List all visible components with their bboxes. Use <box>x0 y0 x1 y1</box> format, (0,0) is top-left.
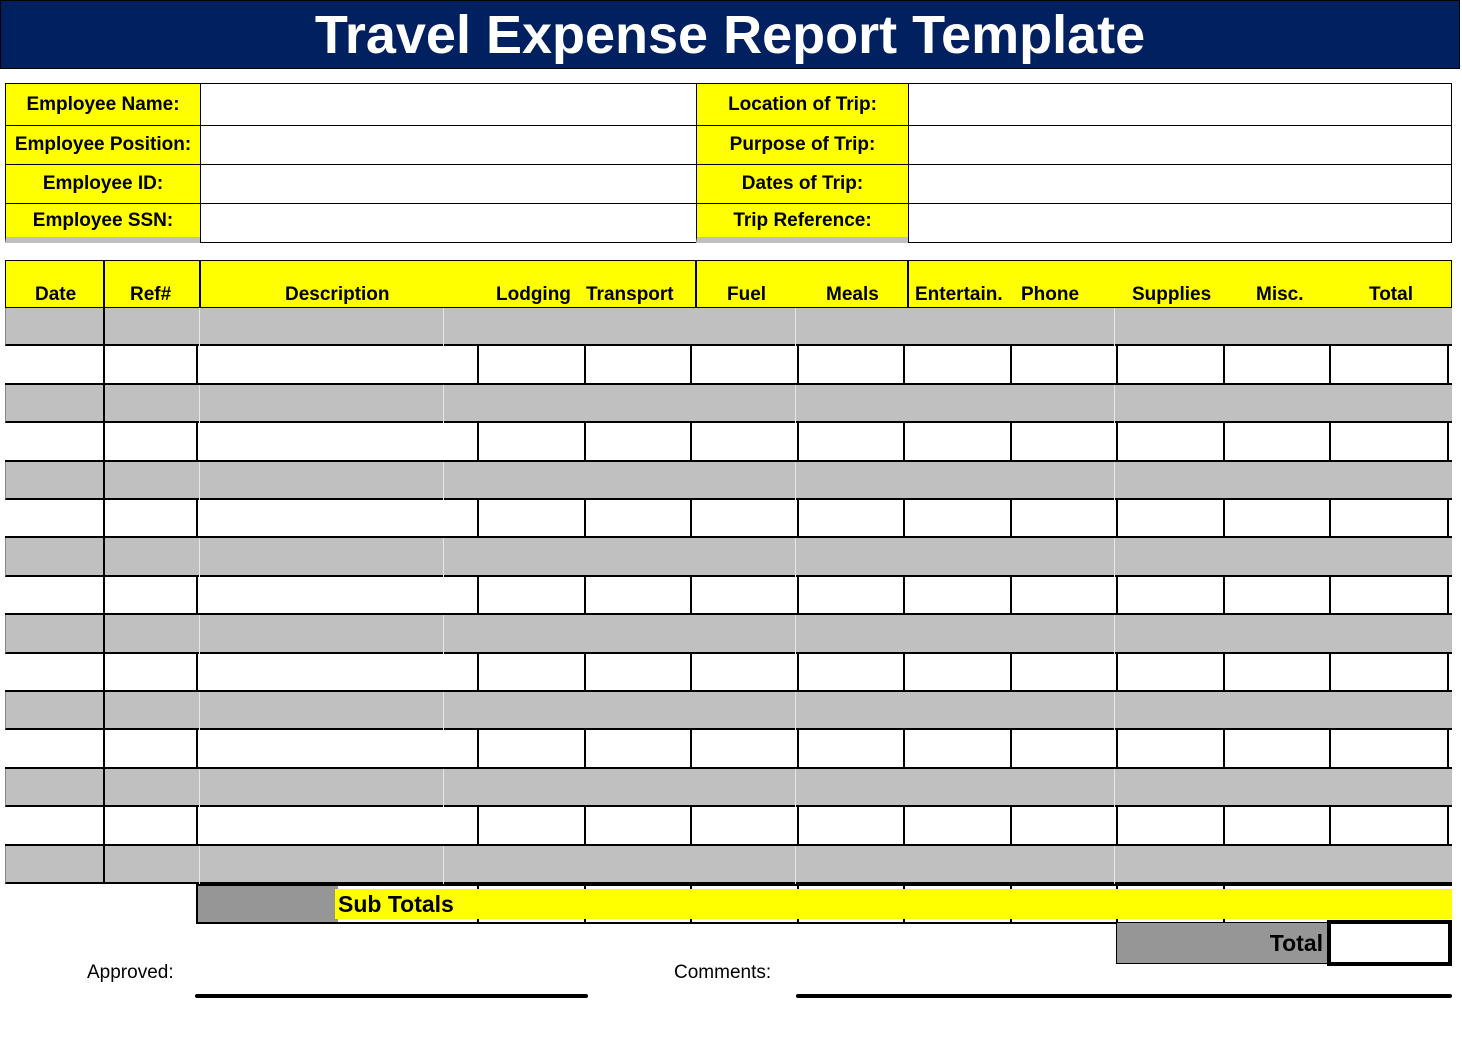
cell-divider <box>199 308 200 346</box>
cell-divider <box>903 730 905 769</box>
cell-divider <box>1010 423 1012 462</box>
cell-divider <box>196 346 198 385</box>
cell-divider <box>103 385 105 423</box>
cell-divider <box>1329 730 1331 769</box>
cell-divider <box>1447 423 1449 462</box>
employee-position-label: Employee Position: <box>5 125 201 165</box>
table-row[interactable] <box>5 346 1452 385</box>
table-row[interactable] <box>5 846 1452 884</box>
cell-divider <box>584 346 586 385</box>
cell-divider <box>797 654 799 692</box>
cell-divider <box>103 654 105 692</box>
employee-id-label: Employee ID: <box>5 164 201 204</box>
cell-divider <box>1010 730 1012 769</box>
cell-divider <box>584 807 586 846</box>
grand-total-label: Total <box>1116 922 1330 964</box>
cell-divider <box>903 423 905 462</box>
cell-divider <box>443 538 444 577</box>
cell-divider <box>1114 769 1115 807</box>
purpose-label: Purpose of Trip: <box>696 125 909 165</box>
cell-divider <box>903 500 905 538</box>
cell-divider <box>443 308 444 346</box>
cell-divider <box>1329 346 1331 385</box>
reference-label: Trip Reference: <box>696 203 909 243</box>
cell-divider <box>196 500 198 538</box>
cell-divider <box>1010 654 1012 692</box>
cell-divider <box>797 730 799 769</box>
cell-divider <box>1116 730 1118 769</box>
cell-divider <box>1114 385 1115 423</box>
cell-divider <box>1010 500 1012 538</box>
cell-divider <box>1329 423 1331 462</box>
cell-divider <box>1116 807 1118 846</box>
cell-divider <box>1114 692 1115 730</box>
cell-divider <box>690 730 692 769</box>
dates-label: Dates of Trip: <box>696 164 909 204</box>
cell-divider <box>477 577 479 615</box>
cell-divider <box>1329 500 1331 538</box>
cell-divider <box>795 769 796 807</box>
cell-divider <box>797 577 799 615</box>
cell-divider <box>903 577 905 615</box>
cell-divider <box>103 615 105 654</box>
column-header-description: Description <box>285 284 390 305</box>
cell-divider <box>795 846 796 884</box>
cell-divider <box>103 730 105 769</box>
cell-divider <box>196 654 198 692</box>
cell-divider <box>690 346 692 385</box>
table-row[interactable] <box>5 462 1452 500</box>
cell-divider <box>103 308 105 346</box>
cell-divider <box>443 846 444 884</box>
cell-divider <box>477 423 479 462</box>
cell-divider <box>797 500 799 538</box>
cell-divider <box>199 846 200 884</box>
cell-divider <box>199 769 200 807</box>
table-row[interactable] <box>5 538 1452 577</box>
cell-divider <box>1010 807 1012 846</box>
comments-label: Comments: <box>674 962 772 983</box>
cell-divider <box>199 462 200 500</box>
table-row[interactable] <box>5 308 1452 346</box>
cell-divider <box>795 308 796 346</box>
table-row[interactable] <box>5 577 1452 615</box>
cell-divider <box>199 615 200 654</box>
cell-divider <box>797 346 799 385</box>
column-header-total: Total <box>1369 284 1413 305</box>
table-row[interactable] <box>5 730 1452 769</box>
cell-divider <box>1447 500 1449 538</box>
table-row[interactable] <box>5 500 1452 538</box>
cell-divider <box>795 615 796 654</box>
cell-divider <box>1329 654 1331 692</box>
column-header-misc: Misc. <box>1256 284 1304 305</box>
cell-divider <box>1114 308 1115 346</box>
column-header-entertain: Entertain. <box>915 284 1003 305</box>
table-row[interactable] <box>5 769 1452 807</box>
cell-divider <box>1010 577 1012 615</box>
approved-signature-line[interactable] <box>195 994 588 998</box>
column-header-lodging: Lodging <box>496 284 571 305</box>
cell-divider <box>903 654 905 692</box>
cell-divider <box>443 462 444 500</box>
header-divider <box>907 260 909 308</box>
cell-divider <box>795 462 796 500</box>
column-header-phone: Phone <box>1021 284 1080 305</box>
location-label: Location of Trip: <box>696 83 909 126</box>
cell-divider <box>584 500 586 538</box>
cell-divider <box>1116 500 1118 538</box>
cell-divider <box>477 500 479 538</box>
cell-divider <box>797 807 799 846</box>
cell-divider <box>103 500 105 538</box>
cell-divider <box>1010 346 1012 385</box>
column-header-date: Date <box>35 284 77 305</box>
employee-ssn-label: Employee SSN: <box>5 203 201 243</box>
cell-divider <box>477 807 479 846</box>
cell-divider <box>690 577 692 615</box>
cell-divider <box>690 654 692 692</box>
cell-divider <box>1114 538 1115 577</box>
cell-divider <box>795 385 796 423</box>
cell-divider <box>196 423 198 462</box>
cell-divider <box>1116 654 1118 692</box>
cell-divider <box>1329 807 1331 846</box>
cell-divider <box>1114 615 1115 654</box>
comments-line[interactable] <box>796 994 1452 998</box>
column-header-fuel: Fuel <box>727 284 767 305</box>
cell-divider <box>477 730 479 769</box>
cell-divider <box>1447 730 1449 769</box>
cell-divider <box>103 462 105 500</box>
cell-divider <box>477 346 479 385</box>
cell-divider <box>584 730 586 769</box>
employee-name-label: Employee Name: <box>5 83 201 126</box>
grand-total-field[interactable] <box>1327 920 1452 966</box>
cell-divider <box>196 807 198 846</box>
cell-divider <box>443 769 444 807</box>
table-row[interactable] <box>5 654 1452 692</box>
cell-divider <box>1116 423 1118 462</box>
table-row[interactable] <box>5 385 1452 423</box>
column-header-transport: Transport <box>586 284 674 305</box>
cell-divider <box>584 577 586 615</box>
table-row[interactable] <box>5 807 1452 846</box>
cell-divider <box>690 423 692 462</box>
header-divider <box>103 260 105 308</box>
cell-divider <box>477 654 479 692</box>
cell-divider <box>797 423 799 462</box>
cell-divider <box>1116 577 1118 615</box>
approved-label: Approved: <box>87 962 174 983</box>
cell-divider <box>103 769 105 807</box>
cell-divider <box>103 807 105 846</box>
cell-divider <box>1447 807 1449 846</box>
cell-divider <box>196 577 198 615</box>
cell-divider <box>443 615 444 654</box>
cell-divider <box>1329 577 1331 615</box>
cell-divider <box>199 538 200 577</box>
cell-divider <box>690 807 692 846</box>
cell-divider <box>1447 654 1449 692</box>
cell-divider <box>1223 807 1225 846</box>
cell-divider <box>199 385 200 423</box>
cell-divider <box>1114 846 1115 884</box>
cell-divider <box>1223 346 1225 385</box>
cell-divider <box>103 423 105 462</box>
cell-divider <box>795 692 796 730</box>
cell-divider <box>1223 654 1225 692</box>
cell-divider <box>103 846 105 884</box>
cell-divider <box>1223 577 1225 615</box>
cell-divider <box>584 423 586 462</box>
column-header-supplies: Supplies <box>1132 284 1212 305</box>
column-header-meals: Meals <box>826 284 879 305</box>
cell-divider <box>103 346 105 385</box>
cell-divider <box>584 654 586 692</box>
cell-divider <box>103 538 105 577</box>
page-title: Travel Expense Report Template <box>0 0 1460 69</box>
cell-divider <box>1116 346 1118 385</box>
cell-divider <box>1223 500 1225 538</box>
subtotals-row-border <box>196 884 1452 924</box>
cell-divider <box>1223 730 1225 769</box>
table-row[interactable] <box>5 615 1452 654</box>
cell-divider <box>903 807 905 846</box>
cell-divider <box>196 730 198 769</box>
cell-divider <box>1447 346 1449 385</box>
cell-divider <box>690 500 692 538</box>
column-header-ref: Ref# <box>130 284 172 305</box>
header-divider <box>199 260 201 308</box>
cell-divider <box>199 692 200 730</box>
header-divider <box>695 260 697 308</box>
cell-divider <box>1114 462 1115 500</box>
cell-divider <box>103 577 105 615</box>
cell-divider <box>443 692 444 730</box>
subtotals-label: Sub Totals <box>335 889 1452 919</box>
table-row[interactable] <box>5 692 1452 730</box>
cell-divider <box>103 692 105 730</box>
cell-divider <box>903 346 905 385</box>
table-row[interactable] <box>5 423 1452 462</box>
cell-divider <box>1223 423 1225 462</box>
cell-divider <box>1447 577 1449 615</box>
cell-divider <box>795 538 796 577</box>
cell-divider <box>443 385 444 423</box>
